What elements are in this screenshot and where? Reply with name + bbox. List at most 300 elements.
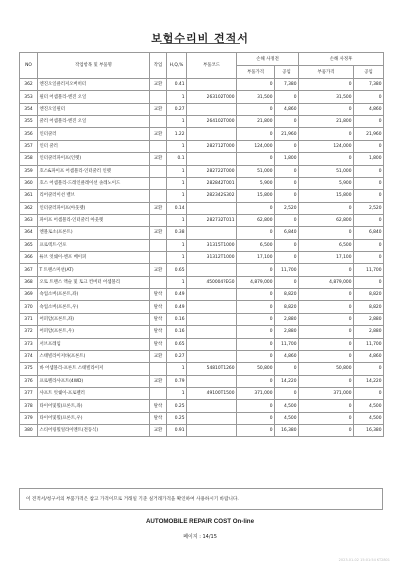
cell-after-labor: 0 [354,165,384,177]
cell-work [150,140,167,152]
print-stamp: 2023-01-02 15:01:54 KT2801 [338,558,390,562]
cell-code [187,202,237,214]
cell-before-labor: 0 [275,140,299,152]
cell-code [187,338,237,350]
cell-item: 튜브 엇쉐이-엔포 베이퍼 [38,252,150,264]
table-row [20,103,384,115]
cell-before-price: 31,500 [237,91,275,103]
cell-code [187,153,237,165]
cell-hq: 1 [167,387,187,399]
cell-work: 탈착 [150,301,167,313]
table-row [20,276,384,288]
cell-before-price: 21,800 [237,116,275,128]
cell-after-labor: 4,500 [354,400,384,412]
header-item: 작업항목 및 부품명 [38,53,150,79]
cell-work [150,276,167,288]
cell-hq: 0.65 [167,264,187,276]
cell-hq: 1 [167,190,187,202]
cell-before-price: 371,000 [237,387,275,399]
cell-after-price: 17,100 [299,252,354,264]
cell-code [187,400,237,412]
title-underline [160,43,240,44]
cell-work: 탈착 [150,289,167,301]
table-row [20,239,384,251]
header-before: 손해 사정전 [237,53,299,66]
cell-work: 탈착 [150,412,167,424]
cell-work: 탈착 [150,326,167,338]
cell-item: 엔진오일클러저오버히터 [38,79,150,91]
header-after-labor: 공임 [354,66,384,79]
cell-work: 교환 [150,79,167,91]
cell-before-price: 62,800 [237,214,275,226]
cell-after-price: 6,500 [299,239,354,251]
cell-no: 363 [20,214,38,226]
cell-no: 360 [20,177,38,189]
cell-hq: 0.25 [167,400,187,412]
cell-before-labor: 0 [275,91,299,103]
cell-item: 호스 어셈블리-드레인클레이션 솔레노이드 [38,177,150,189]
cell-code: 282722T000 [187,165,237,177]
cell-no: 368 [20,276,38,288]
cell-after-labor: 0 [354,363,384,375]
cell-after-labor: 0 [354,140,384,152]
cell-code: 31312T1000 [187,252,237,264]
cell-after-price: 0 [299,412,354,424]
table-row [20,79,384,91]
cell-work [150,116,167,128]
cell-work [150,165,167,177]
cell-after-labor: 0 [354,116,384,128]
cell-hq: 0.49 [167,289,187,301]
cell-item: 타이어및휠(프론트,우) [38,412,150,424]
cell-work [150,214,167,226]
cell-hq: 1 [167,165,187,177]
cell-after-labor: 4,860 [354,103,384,115]
cell-work [150,177,167,189]
cell-before-price: 50,800 [237,363,275,375]
cell-code [187,350,237,362]
cell-after-price: 0 [299,103,354,115]
cell-item: 인터쿨러파이프(인렛) [38,153,150,165]
cell-item: 스태빌라이저바(프론트) [38,350,150,362]
cell-hq: 0.65 [167,338,187,350]
cell-after-labor: 2,520 [354,202,384,214]
cell-no: 355 [20,116,38,128]
cell-before-price: 51,000 [237,165,275,177]
table-row [20,301,384,313]
cell-after-price: 51,000 [299,165,354,177]
cell-no: 371 [20,313,38,325]
footer-title: AUTOMOBILE REPAIR COST On-line [145,518,255,525]
cell-code [187,79,237,91]
cell-after-labor: 2,880 [354,326,384,338]
cell-after-labor: 0 [354,276,384,288]
header-after: 손해 사정후 [299,53,384,66]
cell-before-labor: 1,800 [275,153,299,165]
cell-no: 377 [20,387,38,399]
cell-hq: 1.22 [167,128,187,140]
cell-before-price: 0 [237,400,275,412]
cell-after-price: 62,800 [299,214,354,226]
cell-no: 379 [20,412,38,424]
header-before-labor: 공임 [275,66,299,79]
cell-after-labor: 11,700 [354,264,384,276]
cell-no: 374 [20,350,38,362]
cell-before-price: 0 [237,301,275,313]
table-row [20,375,384,387]
cell-no: 362 [20,202,38,214]
cell-before-labor: 4,860 [275,103,299,115]
cell-after-price: 31,500 [299,91,354,103]
cell-item: 필터 어셈블리-엔진 오일 [38,91,150,103]
cell-no: 356 [20,128,38,140]
cell-code [187,326,237,338]
table-row [20,363,384,375]
cell-code [187,264,237,276]
cell-hq: 0.16 [167,326,187,338]
cell-no: 353 [20,91,38,103]
page-title: 보험수리비 견적서 [151,32,249,45]
cell-after-price: 0 [299,289,354,301]
cell-item: 쿨러 어셈블리-엔진 오일 [38,116,150,128]
cell-work: 탈착 [150,400,167,412]
cell-work: 교환 [150,128,167,140]
cell-after-price: 0 [299,326,354,338]
cell-before-price: 0 [237,338,275,350]
cell-after-price: 50,800 [299,363,354,375]
cell-after-labor: 0 [354,252,384,264]
cell-code [187,289,237,301]
cell-after-price: 4,879,000 [299,276,354,288]
cell-after-labor: 1,800 [354,153,384,165]
cell-before-price: 0 [237,412,275,424]
cell-hq: 0.16 [167,313,187,325]
cell-before-labor: 0 [275,165,299,177]
cell-before-labor: 4,860 [275,350,299,362]
cell-work: 교환 [150,227,167,239]
cell-hq: 0.79 [167,375,187,387]
table-row [20,289,384,301]
cell-no: 373 [20,338,38,350]
cell-item: 프로텍트-언포 [38,239,150,251]
cell-hq: 0.41 [167,79,187,91]
cell-after-price: 0 [299,400,354,412]
cell-hq: 0.49 [167,301,187,313]
cell-before-price: 0 [237,202,275,214]
cell-hq: 0.27 [167,350,187,362]
cell-before-price: 124,000 [237,140,275,152]
cell-after-labor: 0 [354,239,384,251]
cell-before-labor: 4,500 [275,412,299,424]
cell-before-price: 0 [237,350,275,362]
cell-no: 376 [20,375,38,387]
cell-before-price: 0 [237,79,275,91]
cell-after-price: 0 [299,128,354,140]
table-row [20,412,384,424]
cell-no: 357 [20,140,38,152]
cell-hq: 1 [167,252,187,264]
cell-code: 282342S302 [187,190,237,202]
cell-item: 엔블로소(프론트) [38,227,150,239]
cell-before-price: 17,100 [237,252,275,264]
cell-before-labor: 16,380 [275,425,299,437]
table-row [20,227,384,239]
cell-before-price: 5,900 [237,177,275,189]
cell-after-price: 124,000 [299,140,354,152]
cell-after-price: 0 [299,301,354,313]
cell-before-labor: 0 [275,177,299,189]
cell-work [150,363,167,375]
cell-code [187,227,237,239]
cell-hq: 0.1 [167,153,187,165]
cell-after-price: 0 [299,227,354,239]
cell-hq: 1 [167,214,187,226]
cell-before-price: 0 [237,326,275,338]
cell-item: 파이프 어셈블리-인터쿨러 아웃렛 [38,214,150,226]
cell-code: 263102T000 [187,91,237,103]
cell-code [187,313,237,325]
cell-after-price: 21,800 [299,116,354,128]
cell-item: 인터쿨러파이프(아웃렛) [38,202,150,214]
cell-work: 교환 [150,264,167,276]
cell-after-price: 0 [299,350,354,362]
cell-hq: 0.14 [167,202,187,214]
cell-code: 49100T1500 [187,387,237,399]
cell-after-price: 0 [299,153,354,165]
cell-no: 378 [20,400,38,412]
cell-hq: 0.27 [167,103,187,115]
cell-item: 인터 쿨러 [38,140,150,152]
cell-before-price: 15,800 [237,190,275,202]
cell-after-labor: 7,380 [354,79,384,91]
cell-no: 359 [20,165,38,177]
cell-item: 샤프트 엇쉐이-프로펠러 [38,387,150,399]
cell-before-price: 0 [237,128,275,140]
cell-before-price: 0 [237,425,275,437]
cell-hq: 0.91 [167,425,187,437]
cell-before-labor: 21,960 [275,128,299,140]
cell-before-labor: 0 [275,363,299,375]
cell-before-labor: 2,880 [275,326,299,338]
cell-before-labor: 0 [275,252,299,264]
table-row [20,128,384,140]
cell-before-price: 0 [237,289,275,301]
cell-before-labor: 4,500 [275,400,299,412]
table-row [20,350,384,362]
cell-hq: 0.38 [167,227,187,239]
header-no: NO [20,53,38,79]
cell-before-labor: 14,220 [275,375,299,387]
table-row [20,165,384,177]
cell-item: 어퍼암(프론트,좌) [38,313,150,325]
cell-after-labor: 0 [354,91,384,103]
header-after-price: 부품가격 [299,66,354,79]
cell-item: 바 어셈블리-프론트 스태빌라이저 [38,363,150,375]
cell-before-price: 0 [237,103,275,115]
cell-code [187,412,237,424]
cell-item: 쇽업소버(프론트,우) [38,301,150,313]
cell-work [150,239,167,251]
cell-after-labor: 4,500 [354,412,384,424]
cell-no: 365 [20,239,38,251]
table-row [20,400,384,412]
cell-no: 361 [20,190,38,202]
table-row [20,214,384,226]
cell-after-labor: 0 [354,387,384,399]
cell-work: 교환 [150,153,167,165]
table-row [20,153,384,165]
cell-work: 교환 [150,375,167,387]
cell-work: 교환 [150,103,167,115]
cell-item: 스티어링휠얼라이멘트(전동식) [38,425,150,437]
cell-code: 282842T001 [187,177,237,189]
cell-work [150,91,167,103]
page-number: 페이지 : 14/15 [183,534,217,540]
table-row [20,116,384,128]
cell-after-labor: 0 [354,177,384,189]
cell-item: 호스&파이프 어셈블리-인터쿨러 인렛 [38,165,150,177]
cell-no: 370 [20,301,38,313]
cell-after-labor: 0 [354,190,384,202]
table-row [20,177,384,189]
cell-after-labor: 8,820 [354,289,384,301]
estimate-table [19,52,384,437]
cell-no: 369 [20,289,38,301]
cell-before-price: 6,500 [237,239,275,251]
cell-after-price: 0 [299,313,354,325]
cell-before-price: 0 [237,153,275,165]
cell-code [187,103,237,115]
cell-after-labor: 4,860 [354,350,384,362]
cell-code: 31315T1000 [187,239,237,251]
table-row [20,252,384,264]
cell-before-labor: 0 [275,276,299,288]
cell-hq: 1 [167,239,187,251]
cell-after-price: 0 [299,79,354,91]
table-row [20,91,384,103]
cell-before-labor: 8,820 [275,289,299,301]
table-row [20,190,384,202]
cell-code: 54810T1260 [187,363,237,375]
cell-no: 380 [20,425,38,437]
table-row [20,387,384,399]
table-row [20,425,384,437]
header-work: 작업 [150,53,167,79]
cell-after-labor: 2,880 [354,313,384,325]
cell-work: 탈착 [150,313,167,325]
cell-code [187,301,237,313]
cell-item: 리어쿨러이션 밸브 [38,190,150,202]
cell-item: 프로펠라샤프트(4WD) [38,375,150,387]
cell-after-price: 0 [299,338,354,350]
cell-no: 354 [20,103,38,115]
cell-hq: 1 [167,363,187,375]
cell-after-labor: 6,840 [354,227,384,239]
cell-before-price: 0 [237,264,275,276]
cell-before-labor: 2,880 [275,313,299,325]
cell-after-price: 371,000 [299,387,354,399]
cell-item: 쇽업소버(프론트,좌) [38,289,150,301]
header-before-price: 부품가격 [237,66,275,79]
cell-before-price: 4,879,000 [237,276,275,288]
cell-after-labor: 11,700 [354,338,384,350]
cell-hq: 0.25 [167,412,187,424]
cell-no: 375 [20,363,38,375]
cell-code: 282732T011 [187,214,237,226]
cell-hq: 1 [167,91,187,103]
cell-before-labor: 6,840 [275,227,299,239]
cell-before-labor: 11,700 [275,264,299,276]
table-row [20,326,384,338]
cell-before-price: 0 [237,375,275,387]
cell-after-price: 0 [299,264,354,276]
cell-before-labor: 8,820 [275,301,299,313]
cell-code [187,425,237,437]
cell-work: 교환 [150,202,167,214]
cell-work: 탈착 [150,338,167,350]
cell-after-price: 0 [299,375,354,387]
cell-work: 교환 [150,425,167,437]
cell-item: 엔진오일필터 [38,103,150,115]
cell-after-price: 15,800 [299,190,354,202]
cell-no: 372 [20,326,38,338]
cell-before-labor: 11,700 [275,338,299,350]
cell-before-labor: 0 [275,387,299,399]
cell-work [150,252,167,264]
cell-before-price: 0 [237,313,275,325]
cell-before-price: 0 [237,227,275,239]
cell-after-price: 0 [299,425,354,437]
cell-before-labor: 7,380 [275,79,299,91]
cell-after-price: 0 [299,202,354,214]
table-row [20,202,384,214]
header-row-1 [20,53,384,66]
cell-before-labor: 2,520 [275,202,299,214]
cell-after-price: 5,900 [299,177,354,189]
cell-no: 358 [20,153,38,165]
cell-code [187,375,237,387]
cell-work: 교환 [150,350,167,362]
cell-before-labor: 0 [275,116,299,128]
cell-after-labor: 14,220 [354,375,384,387]
cell-item: 오토 트랜스 액슬 및 토크 컨버터 어셈블리 [38,276,150,288]
cell-no: 366 [20,252,38,264]
cell-item: 어퍼암(프론트,우) [38,326,150,338]
cell-no: 367 [20,264,38,276]
cell-after-labor: 0 [354,214,384,226]
cell-work [150,387,167,399]
cell-code: 264102T000 [187,116,237,128]
table-row [20,313,384,325]
table-row [20,140,384,152]
cell-after-labor: 21,960 [354,128,384,140]
cell-work [150,190,167,202]
header-hq: H,Q,% [167,53,187,79]
cell-code: 282712T000 [187,140,237,152]
cell-after-labor: 8,820 [354,301,384,313]
cell-no: 364 [20,227,38,239]
cell-item: 타이어및휠(프론트,좌) [38,400,150,412]
cell-hq: 1 [167,177,187,189]
cell-before-labor: 0 [275,214,299,226]
notice-text: 이 견적서/청구서의 부품가격은 참고 가격이므로 거래일 기준 실거래가격을 확인하여 사용하시기 바랍니다. [19,488,383,510]
cell-after-labor: 16,380 [354,425,384,437]
cell-hq: 1 [167,140,187,152]
cell-no: 362 [20,79,38,91]
cell-code: 450004?EG0 [187,276,237,288]
cell-item: T 트랜스미션(AT) [38,264,150,276]
cell-hq: 1 [167,116,187,128]
